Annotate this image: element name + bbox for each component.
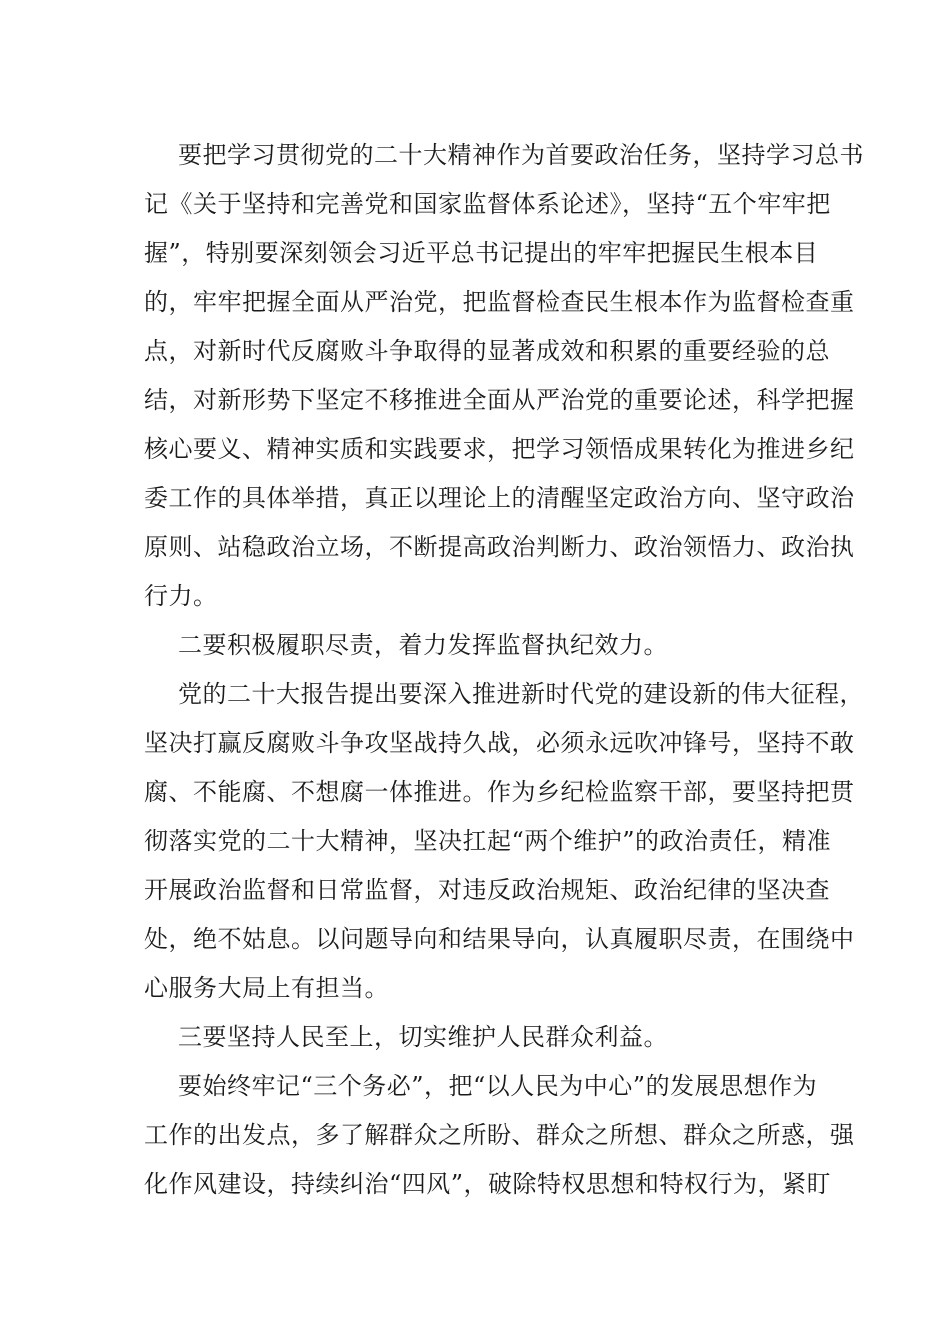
text-line: 结，对新形势下坚定不移推进全面从严治党的重要论述，科学把握 [144,386,855,414]
text-line: 点，对新时代反腐败斗争取得的显著成效和积累的重要经验的总 [144,337,830,365]
text-line: 要始终牢记“三个务必”，把“以人民为中心”的发展思想作为 [178,1072,818,1100]
text-line: 处，绝不姑息。以问题导向和结果导向，认真履职尽责，在围绕中 [144,925,855,953]
text-line: 心服务大局上有担当。 [144,974,389,1002]
text-line: 行力。 [144,582,218,610]
text-line: 原则、站稳政治立场，不断提高政治判断力、政治领悟力、政治执 [144,533,855,561]
text-line: 工作的出发点，多了解群众之所盼、群众之所想、群众之所惑，强 [144,1121,855,1149]
text-line: 核心要义、精神实质和实践要求，把学习领悟成果转化为推进乡纪 [144,435,855,463]
text-line: 坚决打赢反腐败斗争攻坚战持久战，必须永远吹冲锋号，坚持不敢 [144,729,855,757]
text-line: 握”，特别要深刻领会习近平总书记提出的牢牢把握民生根本目 [144,239,819,267]
text-line: 彻落实党的二十大精神，坚决扛起“两个维护”的政治责任，精准 [144,827,832,855]
text-line: 党的二十大报告提出要深入推进新时代党的建设新的伟大征程， [178,680,864,708]
text-line: 腐、不能腐、不想腐一体推进。作为乡纪检监察干部，要坚持把贯 [144,778,855,806]
section-heading: 二要积极履职尽责，着力发挥监督执纪效力。 [178,631,668,659]
text-line: 委工作的具体举措，真正以理论上的清醒坚定政治方向、坚守政治 [144,484,855,512]
section-heading: 三要坚持人民至上，切实维护人民群众利益。 [178,1023,668,1051]
text-line: 化作风建设，持续纠治“四风”，破除特权思想和特权行为，紧盯 [144,1170,832,1198]
text-line: 记《关于坚持和完善党和国家监督体系论述》，坚持“五个牢牢把 [144,190,831,218]
text-line: 要把学习贯彻党的二十大精神作为首要政治任务，坚持学习总书 [178,141,864,169]
text-line: 的，牢牢把握全面从严治党，把监督检查民生根本作为监督检查重 [144,288,855,316]
text-line: 开展政治监督和日常监督，对违反政治规矩、政治纪律的坚决查 [144,876,830,904]
